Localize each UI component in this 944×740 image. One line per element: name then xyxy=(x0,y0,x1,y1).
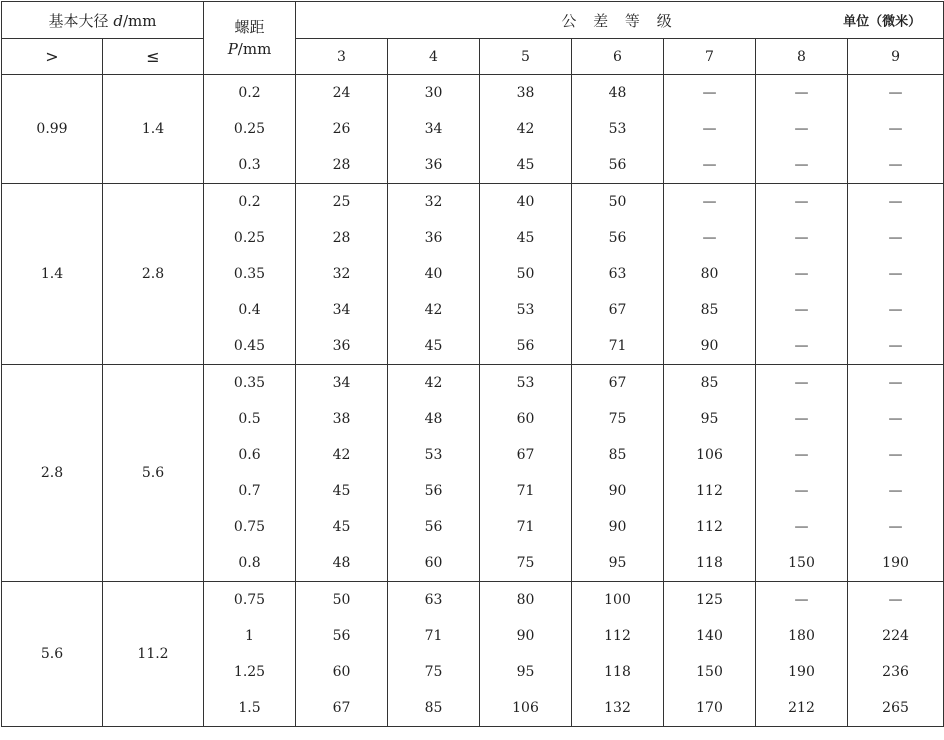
tolerance-value-cell: 56 xyxy=(480,328,572,365)
tolerance-value-cell: 106 xyxy=(480,690,572,727)
tolerance-value-cell: 48 xyxy=(388,401,480,437)
pitch-cell: 0.25 xyxy=(204,220,296,256)
tolerance-value-cell: — xyxy=(756,292,848,328)
tolerance-value-cell: — xyxy=(756,328,848,365)
tolerance-value-cell: 45 xyxy=(296,509,388,545)
pitch-cell: 0.6 xyxy=(204,437,296,473)
greater-than-header: > xyxy=(2,39,103,75)
tolerance-value-cell: 90 xyxy=(664,328,756,365)
tolerance-value-cell: — xyxy=(848,437,944,473)
tolerance-value-cell: 45 xyxy=(480,147,572,184)
tolerance-value-cell: 36 xyxy=(296,328,388,365)
tolerance-value-cell: 30 xyxy=(388,75,480,112)
tolerance-value-cell: — xyxy=(848,292,944,328)
tolerance-value-cell: 85 xyxy=(388,690,480,727)
tolerance-value-cell: — xyxy=(848,328,944,365)
tolerance-value-cell: — xyxy=(664,147,756,184)
tolerance-value-cell: 56 xyxy=(388,473,480,509)
tolerance-value-cell: — xyxy=(848,365,944,402)
tolerance-value-cell: 85 xyxy=(572,437,664,473)
tolerance-value-cell: — xyxy=(756,111,848,147)
tolerance-value-cell: 75 xyxy=(480,545,572,582)
tolerance-value-cell: 71 xyxy=(572,328,664,365)
tolerance-value-cell: 140 xyxy=(664,618,756,654)
tolerance-value-cell: 67 xyxy=(296,690,388,727)
grade-header-9: 9 xyxy=(848,39,944,75)
tolerance-value-cell: 36 xyxy=(388,220,480,256)
tolerance-value-cell: 106 xyxy=(664,437,756,473)
diameter-gt-cell: 2.8 xyxy=(2,365,103,582)
tolerance-value-cell: 34 xyxy=(296,365,388,402)
tolerance-value-cell: 67 xyxy=(480,437,572,473)
pitch-label: 螺距 xyxy=(234,18,265,36)
tolerance-value-cell: 42 xyxy=(388,365,480,402)
tolerance-value-cell: 224 xyxy=(848,618,944,654)
tolerance-value-cell: 67 xyxy=(572,365,664,402)
diameter-symbol: d xyxy=(113,11,123,30)
pitch-cell: 0.2 xyxy=(204,184,296,221)
tolerance-value-cell: 132 xyxy=(572,690,664,727)
tolerance-value-cell: 53 xyxy=(572,111,664,147)
tolerance-value-cell: 40 xyxy=(388,256,480,292)
pitch-cell: 1.5 xyxy=(204,690,296,727)
tolerance-value-cell: — xyxy=(664,184,756,221)
tolerance-value-cell: 85 xyxy=(664,365,756,402)
pitch-cell: 1 xyxy=(204,618,296,654)
tolerance-value-cell: 190 xyxy=(756,654,848,690)
tolerance-value-cell: 236 xyxy=(848,654,944,690)
tolerance-value-cell: — xyxy=(664,111,756,147)
tolerance-value-cell: 56 xyxy=(296,618,388,654)
tolerance-value-cell: 118 xyxy=(572,654,664,690)
tolerance-value-cell: — xyxy=(756,220,848,256)
tolerance-value-cell: — xyxy=(848,401,944,437)
tolerance-value-cell: 75 xyxy=(388,654,480,690)
tolerance-value-cell: 56 xyxy=(572,220,664,256)
diameter-le-cell: 5.6 xyxy=(103,365,204,582)
tolerance-value-cell: 53 xyxy=(388,437,480,473)
tolerance-value-cell: — xyxy=(756,75,848,112)
tolerance-value-cell: — xyxy=(756,437,848,473)
tolerance-value-cell: 60 xyxy=(296,654,388,690)
tolerance-value-cell: 150 xyxy=(664,654,756,690)
tolerance-value-cell: 71 xyxy=(480,509,572,545)
tolerance-value-cell: 56 xyxy=(572,147,664,184)
diameter-unit: /mm xyxy=(122,11,157,30)
basic-diameter-header xyxy=(2,2,204,39)
pitch-cell: 1.25 xyxy=(204,654,296,690)
tolerance-value-cell: 95 xyxy=(480,654,572,690)
tolerance-value-cell: 100 xyxy=(572,582,664,619)
table-body xyxy=(2,75,944,727)
pitch-cell: 0.75 xyxy=(204,509,296,545)
tolerance-value-cell: 34 xyxy=(388,111,480,147)
grade-header-8: 8 xyxy=(756,39,848,75)
tolerance-value-cell: 63 xyxy=(572,256,664,292)
tolerance-value-cell: 90 xyxy=(572,473,664,509)
grade-header-5: 5 xyxy=(480,39,572,75)
diameter-le-cell: 1.4 xyxy=(103,75,204,184)
tolerance-value-cell: 60 xyxy=(388,545,480,582)
tolerance-value-cell: — xyxy=(756,582,848,619)
tolerance-value-cell: — xyxy=(848,582,944,619)
tolerance-value-cell: 53 xyxy=(480,292,572,328)
grade-header-3: 3 xyxy=(296,39,388,75)
pitch-cell: 0.3 xyxy=(204,147,296,184)
tolerance-value-cell: 112 xyxy=(664,509,756,545)
thread-tolerance-table xyxy=(1,1,944,727)
tolerance-value-cell: 75 xyxy=(572,401,664,437)
pitch-symbol: P xyxy=(227,40,238,58)
diameter-le-cell: 2.8 xyxy=(103,184,204,365)
tolerance-value-cell: 32 xyxy=(296,256,388,292)
pitch-cell: 0.35 xyxy=(204,256,296,292)
grade-header-7: 7 xyxy=(664,39,756,75)
pitch-header xyxy=(204,2,296,75)
tolerance-value-cell: — xyxy=(848,220,944,256)
tolerance-value-cell: — xyxy=(756,147,848,184)
tolerance-value-cell: — xyxy=(848,111,944,147)
tolerance-value-cell: 45 xyxy=(480,220,572,256)
tolerance-value-cell: — xyxy=(848,256,944,292)
table-row xyxy=(2,582,944,619)
pitch-cell: 0.35 xyxy=(204,365,296,402)
diameter-le-cell: 11.2 xyxy=(103,582,204,727)
pitch-cell: 0.7 xyxy=(204,473,296,509)
tolerance-value-cell: 85 xyxy=(664,292,756,328)
tolerance-value-cell: — xyxy=(756,509,848,545)
pitch-cell: 0.45 xyxy=(204,328,296,365)
tolerance-value-cell: 212 xyxy=(756,690,848,727)
tolerance-value-cell: 24 xyxy=(296,75,388,112)
table-row xyxy=(2,75,944,112)
tolerance-value-cell: 56 xyxy=(388,509,480,545)
tolerance-value-cell: 95 xyxy=(664,401,756,437)
tolerance-value-cell: 53 xyxy=(480,365,572,402)
tolerance-value-cell: — xyxy=(756,184,848,221)
tolerance-value-cell: 38 xyxy=(296,401,388,437)
tolerance-value-cell: 48 xyxy=(296,545,388,582)
tolerance-value-cell: 90 xyxy=(480,618,572,654)
tolerance-value-cell: — xyxy=(848,509,944,545)
pitch-cell: 0.4 xyxy=(204,292,296,328)
tolerance-value-cell: 112 xyxy=(572,618,664,654)
tolerance-value-cell: 265 xyxy=(848,690,944,727)
tolerance-value-cell: 80 xyxy=(480,582,572,619)
tolerance-value-cell: 38 xyxy=(480,75,572,112)
tolerance-value-cell: — xyxy=(848,184,944,221)
tolerance-value-cell: 42 xyxy=(296,437,388,473)
tolerance-value-cell: 80 xyxy=(664,256,756,292)
tolerance-value-cell: 42 xyxy=(480,111,572,147)
less-equal-header: ≤ xyxy=(103,39,204,75)
pitch-cell: 0.8 xyxy=(204,545,296,582)
pitch-unit: /mm xyxy=(237,40,272,58)
tolerance-value-cell: — xyxy=(756,401,848,437)
pitch-cell: 0.75 xyxy=(204,582,296,619)
unit-note: 单位（微米） xyxy=(843,14,922,30)
tolerance-value-cell: 32 xyxy=(388,184,480,221)
tolerance-value-cell: 50 xyxy=(480,256,572,292)
tolerance-value-cell: 50 xyxy=(296,582,388,619)
tolerance-value-cell: 36 xyxy=(388,147,480,184)
pitch-cell: 0.25 xyxy=(204,111,296,147)
pitch-cell: 0.5 xyxy=(204,401,296,437)
tolerance-value-cell: 71 xyxy=(480,473,572,509)
tolerance-value-cell: 112 xyxy=(664,473,756,509)
tolerance-value-cell: 90 xyxy=(572,509,664,545)
tolerance-value-cell: 45 xyxy=(388,328,480,365)
tolerance-value-cell: 34 xyxy=(296,292,388,328)
grade-header-6: 6 xyxy=(572,39,664,75)
basic-diameter-label: 基本大径 xyxy=(48,11,109,30)
tolerance-value-cell: 170 xyxy=(664,690,756,727)
diameter-gt-cell: 1.4 xyxy=(2,184,103,365)
tolerance-value-cell: — xyxy=(756,473,848,509)
tolerance-value-cell: — xyxy=(848,147,944,184)
tolerance-value-cell: 25 xyxy=(296,184,388,221)
tolerance-value-cell: — xyxy=(848,75,944,112)
grade-header-4: 4 xyxy=(388,39,480,75)
tolerance-value-cell: — xyxy=(664,220,756,256)
tolerance-value-cell: 150 xyxy=(756,545,848,582)
tolerance-value-cell: 42 xyxy=(388,292,480,328)
tolerance-value-cell: 125 xyxy=(664,582,756,619)
tolerance-value-cell: 28 xyxy=(296,220,388,256)
tolerance-value-cell: 190 xyxy=(848,545,944,582)
tolerance-value-cell: — xyxy=(664,75,756,112)
tolerance-value-cell: 60 xyxy=(480,401,572,437)
tolerance-table-page xyxy=(0,1,944,740)
tolerance-value-cell: 180 xyxy=(756,618,848,654)
tolerance-value-cell: — xyxy=(756,365,848,402)
tolerance-value-cell: 118 xyxy=(664,545,756,582)
tolerance-value-cell: — xyxy=(756,256,848,292)
pitch-cell: 0.2 xyxy=(204,75,296,112)
tolerance-value-cell: 40 xyxy=(480,184,572,221)
tolerance-grades-title: 公 差 等 级 xyxy=(561,11,678,30)
tolerance-value-cell: 71 xyxy=(388,618,480,654)
tolerance-value-cell: 67 xyxy=(572,292,664,328)
diameter-gt-cell: 5.6 xyxy=(2,582,103,727)
tolerance-value-cell: 95 xyxy=(572,545,664,582)
tolerance-value-cell: 45 xyxy=(296,473,388,509)
tolerance-value-cell: 50 xyxy=(572,184,664,221)
diameter-gt-cell: 0.99 xyxy=(2,75,103,184)
tolerance-value-cell: 63 xyxy=(388,582,480,619)
tolerance-value-cell: — xyxy=(848,473,944,509)
tolerance-value-cell: 26 xyxy=(296,111,388,147)
table-row xyxy=(2,184,944,221)
tolerance-grades-header xyxy=(296,2,944,39)
tolerance-value-cell: 28 xyxy=(296,147,388,184)
tolerance-value-cell: 48 xyxy=(572,75,664,112)
table-row xyxy=(2,365,944,402)
